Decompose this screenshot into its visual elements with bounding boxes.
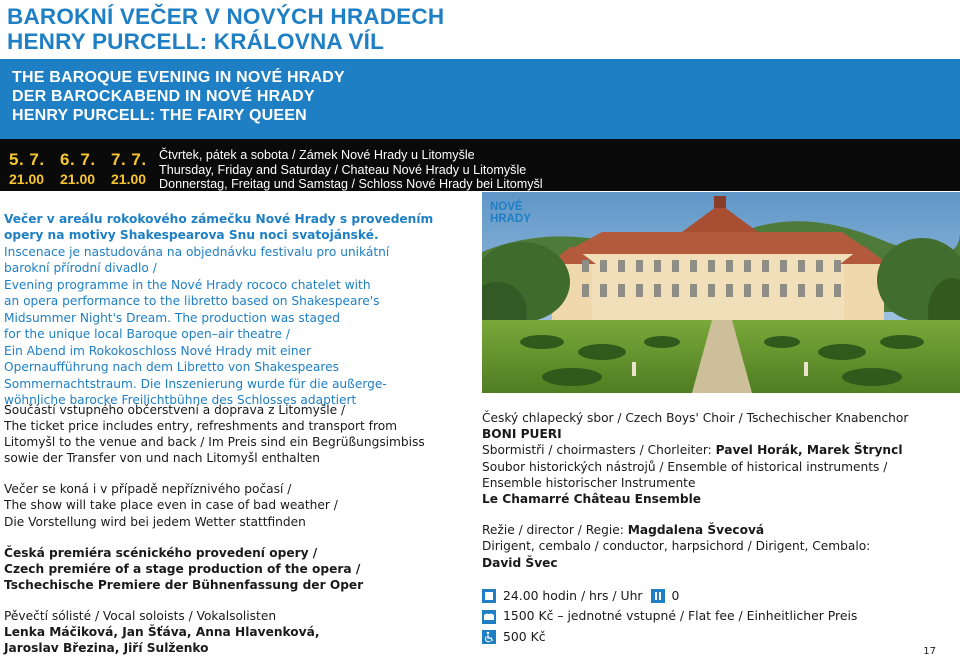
ticket-icon xyxy=(482,610,496,624)
soloists-names: Lenka Máčiková, Jan Šťáva, Anna Hlavenková, xyxy=(4,625,320,640)
wheelchair-price: 500 Kč xyxy=(503,628,546,644)
schedule-de: Donnerstag, Freitag und Samstag / Schloss Nové Hrady bei Litomyšl xyxy=(159,177,543,191)
wheelchair-icon xyxy=(482,630,496,644)
performers-info xyxy=(482,410,960,647)
schedule-cz: Čtvrtek, pátek a sobota / Zámek Nové Hrady u Litomyšle xyxy=(159,148,475,162)
conductor-label: Dirigent, cembalo / conductor, harpsichord / Dirigent, Cembalo: xyxy=(482,539,871,554)
description-line: barokní přírodní divadlo / xyxy=(4,261,157,276)
director-line xyxy=(482,522,960,538)
subtitle-band xyxy=(0,59,960,139)
conductor-name: David Švec xyxy=(482,555,558,570)
price-row xyxy=(482,606,960,627)
clock-icon xyxy=(482,589,496,603)
description-line: wöhnliche barocke Freilichtbühne des Schlosses adaptiert xyxy=(4,392,357,407)
description-line: Večer v areálu rokokového zámečku Nové Hrady s provedením xyxy=(4,212,434,226)
weather-paragraph xyxy=(4,481,464,529)
weather-line: Die Vorstellung wird bei jedem Wetter stattfinden xyxy=(4,514,306,529)
subtitle-opera: HENRY PURCELL: THE FAIRY QUEEN xyxy=(12,107,307,124)
hours-text: 24.00 hodin / hrs / Uhr xyxy=(503,587,643,603)
pause-icon xyxy=(651,589,665,603)
premiere-line: Tschechische Premiere der Bühnenfassung der Oper xyxy=(4,577,364,592)
dates xyxy=(9,151,162,190)
photo-label-line: NOVÉ xyxy=(490,201,523,213)
date-time: 21.00 xyxy=(111,171,147,187)
weather-line: The show will take place even in case of bad weather / xyxy=(4,498,338,513)
description-line: Sommernachtstraum. Die Inszenierung wurde für die außerge- xyxy=(4,376,387,391)
description-line: for the unique local Baroque open–air theatre / xyxy=(4,327,291,342)
ticket-line: The ticket price includes entry, refreshments and transport from xyxy=(4,419,398,434)
ticket-info xyxy=(4,402,464,659)
description xyxy=(4,211,474,408)
ensemble-label: Ensemble historischer Instrumente xyxy=(482,475,696,490)
ensemble-name: Le Chamarré Château Ensemble xyxy=(482,492,702,507)
choir-paragraph xyxy=(482,410,960,507)
date-day: 6. 7. xyxy=(60,150,96,169)
page-number: 17 xyxy=(923,646,936,657)
wheelchair-row xyxy=(482,627,960,648)
director-label: Režie / director / Regie: xyxy=(482,523,628,538)
date-time: 21.00 xyxy=(9,171,45,187)
date-band xyxy=(0,139,960,191)
page-title xyxy=(7,4,947,54)
choirmasters-label: Sbormistři / choirmasters / Chorleiter: xyxy=(482,443,716,458)
title-line-2: HENRY PURCELL: KRÁLOVNA VÍL xyxy=(7,29,385,54)
choir-label: Český chlapecký sbor / Czech Boys' Choir / Tschechischer Knabenchor xyxy=(482,411,909,425)
premiere-line: Česká premiéra scénického provedení opery / xyxy=(4,545,318,560)
date-item xyxy=(60,151,111,190)
title-line-1: BAROKNÍ VEČER V NOVÝCH HRADECH xyxy=(7,4,445,29)
choirmasters-line xyxy=(482,442,960,458)
date-day: 7. 7. xyxy=(111,150,147,169)
schedule-en: Thursday, Friday and Saturday / Chateau Nové Hrady u Litomyšle xyxy=(159,162,527,177)
description-line: Opernaufführung nach dem Libretto von Shakespeares xyxy=(4,360,339,375)
description-line: Midsummer Night's Dream. The production was staged xyxy=(4,310,340,325)
description-line: Evening programme in the Nové Hrady rococo chatelet with xyxy=(4,277,371,292)
direction-paragraph xyxy=(482,522,960,571)
premiere-line: Czech premiére of a stage production of the opera / xyxy=(4,561,361,576)
director-name: Magdalena Švecová xyxy=(627,523,765,538)
chateau-illustration xyxy=(482,192,960,393)
ticket-line: Litomyšl to the venue and back / Im Preis sind ein Begrüßungsimbiss xyxy=(4,435,425,450)
date-item xyxy=(111,151,162,190)
schedule xyxy=(159,148,543,192)
ensemble-label: Soubor historických nástrojů / Ensemble of historical instruments / xyxy=(482,459,888,474)
soloists-paragraph xyxy=(4,608,464,656)
date-day: 5. 7. xyxy=(9,150,45,169)
soloists-label: Pěvečtí sólisté / Vocal soloists / Vokalsolisten xyxy=(4,608,277,623)
description-line: Inscenace je nastudována na objednávku festivalu pro unikátní xyxy=(4,244,390,259)
subtitle-de: DER BAROCKABEND IN NOVÉ HRADY xyxy=(12,88,315,105)
description-line: an opera performance to the libretto based on Shakespeare's xyxy=(4,294,380,309)
chateau-photo xyxy=(482,192,960,393)
ticket-paragraph xyxy=(4,402,464,466)
choir-name: BONI PUERI xyxy=(482,427,562,442)
hours-row xyxy=(482,586,960,607)
date-item xyxy=(9,151,60,190)
description-line: Ein Abend im Rokokoschloss Nové Hrady mit einer xyxy=(4,343,312,358)
photo-label xyxy=(490,201,531,225)
ticket-line: Součástí vstupného občerstvení a doprava z Litomyšle / xyxy=(4,403,346,417)
event-details xyxy=(482,586,960,648)
weather-line: Večer se koná i v případě nepříznivého počasí / xyxy=(4,482,292,497)
photo-label-line: HRADY xyxy=(490,213,531,225)
pause-text: 0 xyxy=(671,587,680,603)
choirmasters-names: Pavel Horák, Marek Štryncl xyxy=(715,443,903,458)
premiere-paragraph xyxy=(4,545,464,593)
description-line: opery na motivy Shakespearova Snu noci svatojánské. xyxy=(4,228,379,243)
date-time: 21.00 xyxy=(60,171,96,187)
subtitle-en: THE BAROQUE EVENING IN NOVÉ HRADY xyxy=(12,69,345,86)
soloists-names: Jaroslav Březina, Jiří Sulženko xyxy=(4,641,209,656)
price-text: 1500 Kč – jednotné vstupné / Flat fee / Einheitlicher Preis xyxy=(503,608,858,624)
ticket-line: sowie der Transfer von und nach Litomyšl enthalten xyxy=(4,451,321,466)
